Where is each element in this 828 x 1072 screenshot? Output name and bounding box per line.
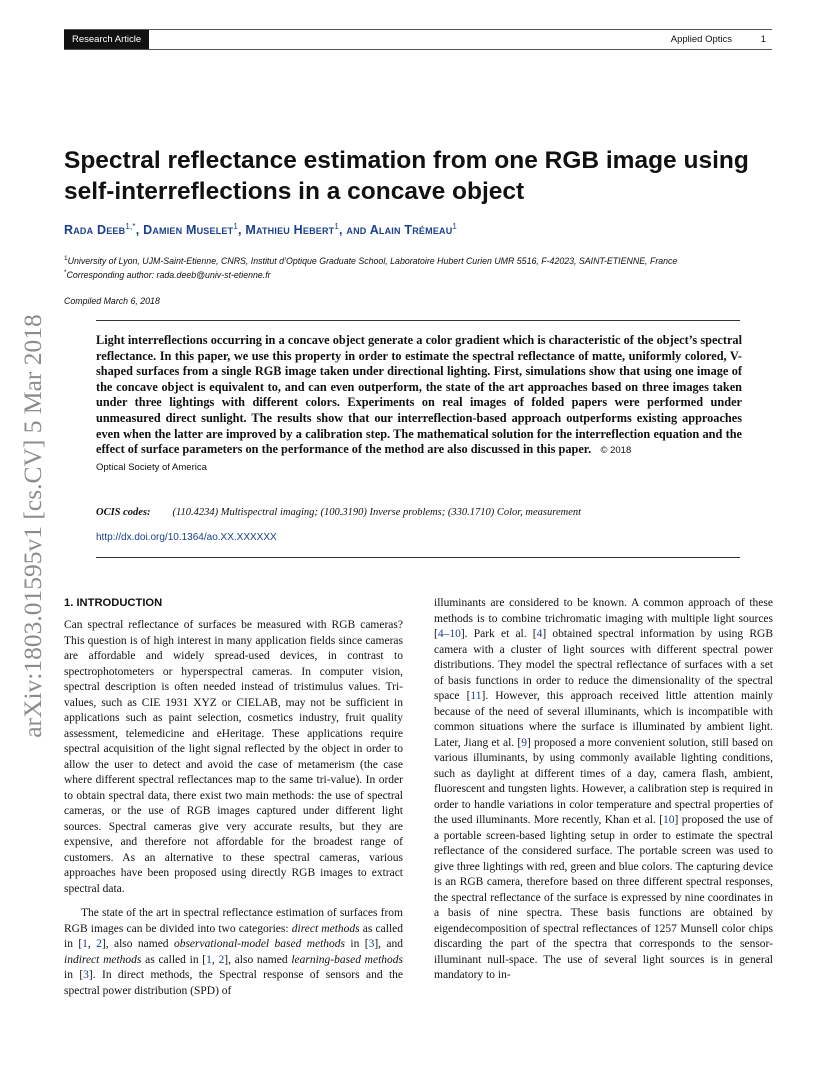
affiliations (64, 253, 784, 282)
ocis-codes (96, 507, 742, 518)
author-list (64, 222, 774, 237)
author-affil-mark: 1 (334, 222, 340, 231)
author-affil-mark: 1 (452, 222, 458, 231)
author-name: Rada Deeb (64, 223, 126, 238)
author-affil-mark: 1 (233, 222, 238, 231)
author-separator: , (237, 223, 246, 238)
corresponding-author: *Corresponding author: rada.deeb@univ-st-etienne.fr (64, 269, 271, 281)
paragraph: The state of the art in spectral reflectance estimation of surfaces from RGB images can be divided into two categories: direct methods as called in [1, 2], also named observational-model based methods in [3], and indirect methods as called in [1, 2], also named learning-based methods in [3]. In direct methods, the Spectral response of sensors and the spectral power distribution (SPD) of (64, 907, 404, 997)
abstract-bottom-rule (96, 557, 740, 558)
citation-link[interactable]: 11 (470, 690, 482, 702)
author-name: Alain Trémeau (369, 223, 453, 238)
ocis-label: OCIS codes: (96, 507, 151, 518)
citation-link[interactable]: 4–10 (437, 628, 461, 640)
copyright: © 2018 (600, 445, 632, 457)
citation-link[interactable]: 2 (96, 938, 102, 950)
citation-link[interactable]: 2 (218, 953, 225, 966)
right-column (434, 596, 773, 984)
citation-link[interactable]: 4 (536, 628, 543, 640)
abstract-text: Light interreflections occurring in a concave object generate a color gradient which is characteristic of the object’s spectral reflectance. In this paper, we use this property in order to estimate the spectral reflectance of matte, uniformly colored, V-shaped surfaces from a single RGB image taken under directional lighting. First, simulations show that using one image of the concave object is equivalent to, and can even outperform, the state of the art approaches based on three images taken under three lightings with different colors. Experiments on real images of folded papers were performed under unmeasured direct sunlight. The results show that our interreflection-based approach outperforms existing approaches even when the latter are improved by a calibration step. The mathematical solution for the interreflection equation and the effect of surface parameters on the performance of the method are also discussed in this paper. (96, 333, 742, 457)
author-name: Mathieu Hebert (245, 223, 335, 238)
author-separator: , (135, 223, 144, 238)
citation-link[interactable]: 3 (368, 938, 375, 950)
copyright-holder: Optical Society of America (96, 461, 207, 473)
citation-link[interactable]: 3 (83, 969, 89, 981)
running-header (64, 29, 772, 50)
paragraph: Can spectral reflectance of surfaces be measured with RGB cameras? This question is of high interest in many application fields since cameras are affordable and widely spread-used devices, in contrast to spectrophotometers or hyperspectral cameras. In computer vision, spectral description is often needed instead of tristimulus values. Tri-values, such as CIE 1931 XYZ or CIELAB, may not be sufficient in applications such as paint selection, cosmetics industry, fruit quality assessment, telemedicine and eHeritage. These applications require spectral acquisition of the light signal reflected by the object in order to allow the user to detect and avoid the case of metamerism (the case where different spectral reflectances map to the same tri-value). In order to obtain spectral data, there exist two main methods: the use of spectral cameras, or the use of RGB images captured under different light sources. Spectral cameras give very accurate results, but they are expensive, and therefore not affordable for the broadest range of customers. As an alternative to these spectral cameras, various approaches have been proposed using directly RGB images to extract spectral data. (64, 619, 403, 895)
left-column (64, 596, 403, 999)
ocis-text: (110.4234) Multispectral imaging; (100.3190) Inverse problems; (330.1710) Color, measurement (172, 507, 582, 518)
arxiv-side-stamp (18, 286, 48, 766)
citation-link[interactable]: 1 (82, 938, 88, 950)
citation-link[interactable]: 10 (663, 814, 675, 826)
citation-link[interactable]: 1 (206, 953, 212, 966)
page-number: 1 (760, 34, 766, 45)
section-heading: 1. INTRODUCTION (64, 597, 163, 609)
arxiv-identifier: arXiv:1803.01595v1 [cs.CV] 5 Mar 2018 (18, 314, 47, 738)
paper-title: Spectral reflectance estimation from one RGB image using self-interreflections in a concave object (64, 147, 749, 205)
abstract (96, 333, 742, 475)
article-type-tag: Research Article (64, 30, 149, 49)
author-separator: , and (339, 223, 370, 238)
citation-link[interactable]: 9 (521, 736, 527, 749)
author-affil-mark: 1,* (125, 222, 136, 231)
affiliation-line: $^1$University of Lyon, UJM-Saint-Etienne, CNRS, Institut d’Optique Graduate School, Laboratoire Hubert Curien UMR 5516, F-42023, SAINT-ETIENNE, France (64, 255, 678, 266)
compiled-date: Compiled March 6, 2018 (64, 296, 160, 306)
author-name: Damien Muselet (143, 223, 234, 238)
abstract-top-rule (96, 320, 740, 321)
paragraph: illuminants are considered to be known. A common approach of these methods is to combine trichromatic imaging with multiple light sources [4–10]. Park et al. [4] obtained spectral information by using RGB camera with a cluster of light sources with different spectral power distributions. They model the spectral reflectance of surfaces with a set of basis functions in order to reduce the dimensionality of the spectral space [11]. However, this approach received little attention mainly because of the need of several illuminants, which is incompatible with common situations where the surface is illuminated by ambient light. Later, Jiang et al. [9] proposed a more convenient solution, still based on various illuminants, by using commonly available lighting conditions, such as daylight at different times of a day, camera flash, ambient, fluorescent and tungsten lights. However, a calibration step is required in order to handle variations in color temperature and spectral properties of the used illuminants. More recently, Khan et al. [10] proposed the use of a portable screen-based lighting setup in order to estimate the spectral reflectance of the considered surface. The portable screen was used to give three lightings with red, green and blue colors. The capturing device is an RGB camera, therefore based on three different spectral responses, the spectral reflectance of the surface is expressed by nine coordinates in a basis of nine spectra. These basis functions are obtained by eigendecomposition of spectral reflectances of 1257 Munsell color chips discarding the part of the spectra that corresponds to the sensor-illuminant null-space. The use of several light sources is in general mandatory to in- (434, 597, 773, 981)
doi-link[interactable]: http://dx.doi.org/10.1364/ao.XX.XXXXXX (96, 532, 277, 543)
journal-name: Applied Optics (670, 34, 732, 45)
